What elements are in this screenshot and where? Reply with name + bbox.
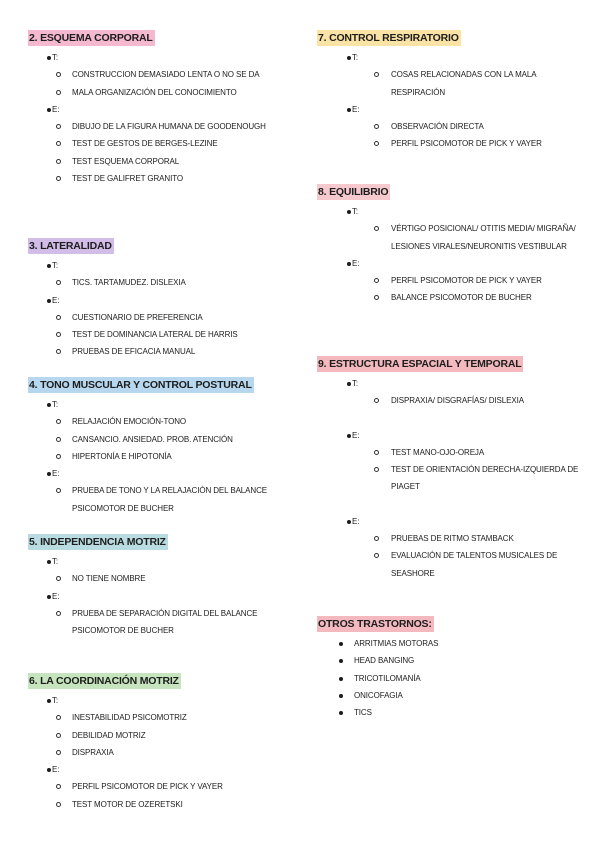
section-control-respiratorio [317,28,600,153]
list-item-e: E: [0,465,300,482]
section-otros-trastornos [317,614,600,721]
section-equilibrio [317,182,600,307]
section-estructura-espacial [317,354,600,582]
section-title: 5. INDEPENDENCIA MOTRIZ [29,536,166,548]
section-title: 6. LA COORDINACIÓN MOTRIZ [29,675,179,687]
section-tono-muscular [28,375,300,517]
spacer [300,496,600,513]
list-item: PERFIL PSICOMOTOR DE PICK Y VAYER [0,778,300,795]
list-item: PRUEBA DE SEPARACIÓN DIGITAL DEL BALANCE PSICOMOTOR DE BUCHER [0,605,300,640]
section-lateralidad [28,236,300,361]
list-item: PRUEBAS DE RITMO STAMBACK [300,530,600,547]
list-item: CUESTIONARIO DE PREFERENCIA [0,309,300,326]
list-item: TEST DE DOMINANCIA LATERAL DE HARRIS [0,326,300,343]
list-item: DISPRAXIA/ DISGRAFÍAS/ DISLEXIA [300,392,600,409]
section-title: 8. EQUILIBRIO [318,186,389,198]
list-item-e2: E: [300,513,600,530]
list-item-e: E: [300,101,600,118]
list-item: NO TIENE NOMBRE [0,570,300,587]
section-list [300,375,600,582]
section-list [0,49,300,187]
list-item-t: T: [300,375,600,392]
list-item: TEST DE GESTOS DE BERGES-LEZINE [0,135,300,152]
section-esquema-corporal [28,28,300,187]
list-item: PERFIL PSICOMOTOR DE PICK Y VAYER [300,272,600,289]
section-list [0,692,300,813]
list-item: TICS. TARTAMUDEZ. DISLEXIA [0,274,300,291]
list-item: ONICOFAGIA [300,687,600,704]
list-item: HIPERTONÍA E HIPOTONÍA [0,448,300,465]
list-item: COSAS RELACIONADAS CON LA MALA RESPIRACIÓN [300,66,600,101]
section-list [300,49,600,153]
list-item: TICS [300,704,600,721]
section-coordinacion-motriz [28,671,300,813]
list-item-t: T: [300,203,600,220]
list-item: BALANCE PSICOMOTOR DE BUCHER [300,289,600,306]
list-item-t: T: [300,49,600,66]
section-title: 3. LATERALIDAD [29,240,112,252]
section-list [300,635,600,721]
list-item: HEAD BANGING [300,652,600,669]
section-title: 7. CONTROL RESPIRATORIO [318,32,459,44]
list-item: TEST ESQUEMA CORPORAL [0,153,300,170]
section-title: 9. ESTRUCTURA ESPACIAL Y TEMPORAL [318,358,522,370]
list-item-e: E: [0,761,300,778]
list-item-t: T: [0,396,300,413]
list-item: TEST MOTOR DE OZERETSKI [0,796,300,813]
list-item: CANSANCIO. ANSIEDAD. PROB. ATENCIÓN [0,431,300,448]
list-item-e: E: [0,101,300,118]
list-item-e: E: [300,255,600,272]
list-item-t: T: [0,553,300,570]
list-item: ARRITMIAS MOTORAS [300,635,600,652]
list-item: INESTABILIDAD PSICOMOTRIZ [0,709,300,726]
section-title: 4. TONO MUSCULAR Y CONTROL POSTURAL [29,379,252,391]
section-independencia-motriz [28,532,300,639]
list-item: OBSERVACIÓN DIRECTA [300,118,600,135]
section-title: OTROS TRASTORNOS: [318,618,432,630]
list-item: EVALUACIÓN DE TALENTOS MUSICALES DE SEASHORE [300,547,600,582]
list-item: TRICOTILOMANÍA [300,670,600,687]
list-item: TEST DE GALIFRET GRANITO [0,170,300,187]
list-item: RELAJACIÓN EMOCIÓN-TONO [0,413,300,430]
list-item: TEST MANO-OJO-OREJA [300,444,600,461]
list-item-e: E: [300,427,600,444]
list-item: DISPRAXIA [0,744,300,761]
list-item: DEBILIDAD MOTRIZ [0,727,300,744]
list-item: DIBUJO DE LA FIGURA HUMANA DE GOODENOUGH [0,118,300,135]
list-item-e: E: [0,292,300,309]
list-item-t: T: [0,692,300,709]
list-item-t: T: [0,49,300,66]
section-list [0,396,300,517]
list-item: PERFIL PSICOMOTOR DE PICK Y VAYER [300,135,600,152]
list-item-t: T: [0,257,300,274]
spacer [300,410,600,427]
list-item: PRUEBA DE TONO Y LA RELAJACIÓN DEL BALANCE PSICOMOTOR DE BUCHER [0,482,300,517]
section-list [300,203,600,307]
list-item: CONSTRUCCION DEMASIADO LENTA O NO SE DA [0,66,300,83]
list-item-e: E: [0,588,300,605]
section-list [0,553,300,639]
list-item: PRUEBAS DE EFICACIA MANUAL [0,343,300,360]
list-item: VÉRTIGO POSICIONAL/ OTITIS MEDIA/ MIGRAÑA/ LESIONES VIRALES/NEURONITIS VESTIBULAR [300,220,600,255]
section-list [0,257,300,361]
list-item: MALA ORGANIZACIÓN DEL CONOCIMIENTO [0,84,300,101]
section-title: 2. ESQUEMA CORPORAL [29,32,153,44]
list-item: TEST DE ORIENTACIÓN DERECHA-IZQUIERDA DE PIAGET [300,461,600,496]
